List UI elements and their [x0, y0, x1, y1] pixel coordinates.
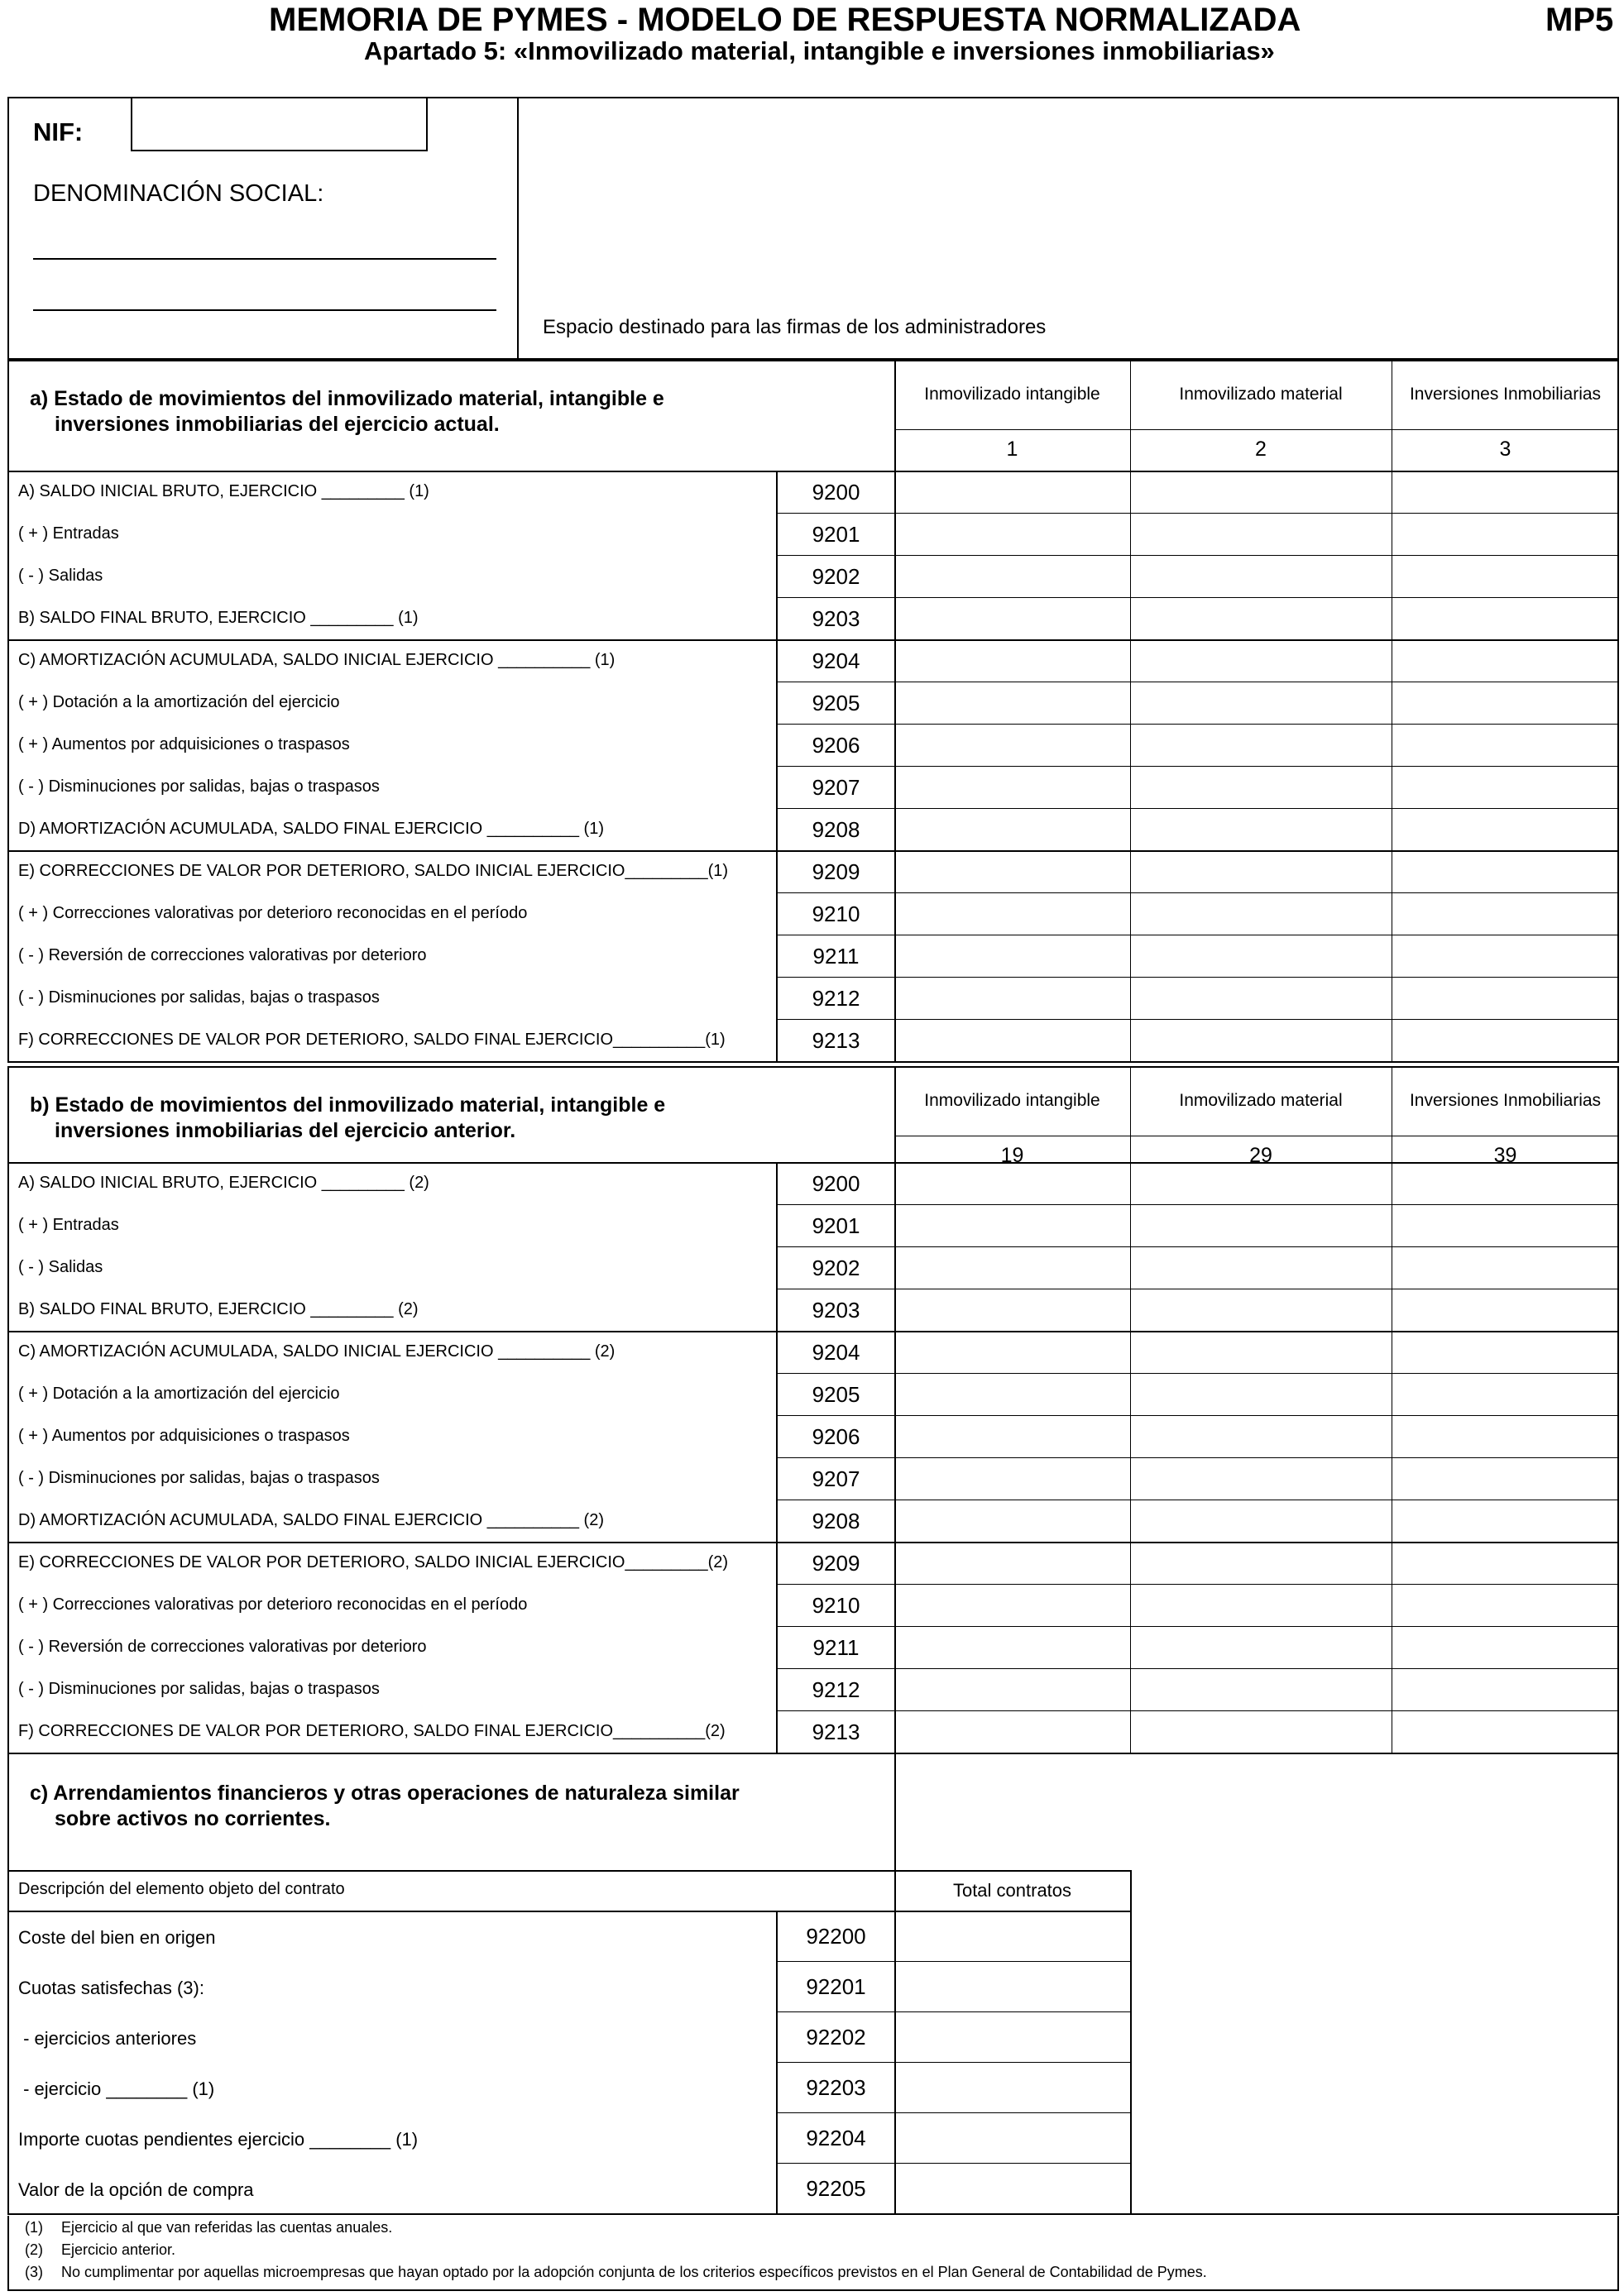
page-title: MEMORIA DE PYMES - MODELO DE RESPUESTA NORMALIZADA — [269, 2, 1301, 38]
value-cell[interactable] — [1393, 1628, 1621, 1668]
column-header: Inversiones Inmobiliarias — [1409, 385, 1602, 404]
row-label: ( + ) Dotación a la amortización del ejercicio — [18, 693, 340, 711]
row-code: 9200 — [812, 480, 860, 505]
value-cell[interactable] — [1393, 1290, 1621, 1331]
value-cell[interactable] — [1393, 852, 1621, 892]
value-cell[interactable] — [1393, 936, 1621, 977]
total-contratos-header: Total contratos — [952, 1880, 1072, 1901]
nif-label: NIF: — [33, 117, 84, 146]
column-header: Inmovilizado intangible — [924, 385, 1100, 404]
value-cell[interactable] — [1393, 810, 1621, 850]
total-contratos-cell[interactable] — [897, 2114, 1131, 2163]
footnote-number: (3) — [25, 2264, 43, 2280]
footnote-text: No cumplimentar por aquellas microempresas que hayan optado por la adopción conjunta de los criterios específicos previstos en el Plan General de Contabilidad de Pymes. — [61, 2264, 1207, 2280]
value-cell[interactable] — [1132, 852, 1393, 892]
value-cell[interactable] — [1132, 810, 1393, 850]
row-code: 9200 — [812, 1171, 860, 1196]
value-cell[interactable] — [1132, 1417, 1393, 1457]
row-label: ( - ) Reversión de correcciones valorativas por deterioro — [18, 1638, 427, 1656]
value-cell[interactable] — [1393, 1586, 1621, 1626]
value-cell[interactable] — [1132, 1248, 1393, 1289]
row-label: - ejercicio ________ (1) — [18, 2078, 215, 2099]
denominacion-line-1[interactable] — [33, 222, 496, 260]
value-cell[interactable] — [1393, 1164, 1621, 1204]
firmas-label: Espacio destinado para las firmas de los administradores — [543, 316, 1047, 338]
value-cell[interactable] — [1393, 978, 1621, 1019]
value-cell[interactable] — [1132, 725, 1393, 766]
row-code: 9213 — [812, 1720, 860, 1744]
value-cell[interactable] — [1132, 936, 1393, 977]
value-cell[interactable] — [896, 1459, 1132, 1500]
row-label: ( - ) Salidas — [18, 567, 103, 585]
column-number: 29 — [1249, 1144, 1272, 1167]
value-cell[interactable] — [1393, 1459, 1621, 1500]
value-cell[interactable] — [896, 852, 1132, 892]
row-code: 9210 — [812, 1593, 860, 1618]
value-cell[interactable] — [1132, 1290, 1393, 1331]
row-label: ( - ) Disminuciones por salidas, bajas o traspasos — [18, 1680, 380, 1698]
value-cell[interactable] — [1132, 1543, 1393, 1584]
value-cell[interactable] — [896, 1290, 1132, 1331]
column-header: Inmovilizado material — [1179, 1091, 1343, 1110]
value-cell[interactable] — [1132, 1712, 1393, 1753]
column-header: Inmovilizado intangible — [924, 1091, 1100, 1110]
value-cell[interactable] — [896, 1248, 1132, 1289]
value-cell[interactable] — [1132, 1586, 1393, 1626]
value-cell[interactable] — [896, 472, 1132, 513]
row-label: ( - ) Disminuciones por salidas, bajas o traspasos — [18, 988, 380, 1007]
row-label: ( + ) Aumentos por adquisiciones o traspasos — [18, 1427, 350, 1445]
row-code: 9207 — [812, 775, 860, 800]
value-cell[interactable] — [896, 725, 1132, 766]
value-cell[interactable] — [1393, 683, 1621, 724]
value-cell[interactable] — [896, 1501, 1132, 1542]
denominacion-label: DENOMINACIÓN SOCIAL: — [33, 180, 324, 207]
page-subtitle: Apartado 5: «Inmovilizado material, intangible e inversiones inmobiliarias» — [364, 36, 1275, 65]
value-cell[interactable] — [1393, 557, 1621, 597]
row-label: E) CORRECCIONES DE VALOR POR DETERIORO, SALDO INICIAL EJERCICIO_________(2) — [18, 1553, 729, 1571]
value-cell[interactable] — [896, 978, 1132, 1019]
row-label: Importe cuotas pendientes ejercicio ________ (1) — [18, 2129, 419, 2150]
section-a-title: a) Estado de movimientos del inmovilizado material, intangible e inversiones inmobiliarias del ejercicio actual. — [30, 387, 664, 436]
value-cell[interactable] — [1393, 514, 1621, 555]
row-label: B) SALDO FINAL BRUTO, EJERCICIO _________ (2) — [18, 1300, 419, 1318]
value-cell[interactable] — [1393, 641, 1621, 682]
denominacion-line-2[interactable] — [33, 273, 496, 311]
column-number: 39 — [1493, 1144, 1517, 1167]
column-number: 1 — [1006, 438, 1018, 461]
row-label: ( - ) Disminuciones por salidas, bajas o traspasos — [18, 1469, 380, 1487]
value-cell[interactable] — [1132, 514, 1393, 555]
row-label: F) CORRECCIONES DE VALOR POR DETERIORO, SALDO FINAL EJERCICIO__________(2) — [18, 1722, 726, 1740]
value-cell[interactable] — [896, 1417, 1132, 1457]
value-cell[interactable] — [896, 514, 1132, 555]
value-cell[interactable] — [896, 810, 1132, 850]
value-cell[interactable] — [896, 557, 1132, 597]
row-code: 9211 — [812, 1635, 860, 1660]
row-code: 9209 — [812, 859, 860, 884]
value-cell[interactable] — [896, 641, 1132, 682]
row-label: ( + ) Entradas — [18, 524, 119, 543]
value-cell[interactable] — [1393, 1417, 1621, 1457]
value-cell[interactable] — [896, 599, 1132, 639]
desc-header: Descripción del elemento objeto del contrato — [18, 1880, 345, 1898]
row-code: 9205 — [812, 1382, 860, 1407]
row-label: ( - ) Reversión de correcciones valorativas por deterioro — [18, 946, 427, 964]
value-cell[interactable] — [1132, 768, 1393, 808]
row-label: ( - ) Salidas — [18, 1258, 103, 1276]
row-code: 9211 — [812, 944, 860, 969]
value-cell[interactable] — [1393, 725, 1621, 766]
value-cell[interactable] — [1132, 978, 1393, 1019]
total-contratos-cell[interactable] — [897, 2013, 1131, 2062]
value-cell[interactable] — [1132, 1332, 1393, 1373]
value-cell[interactable] — [896, 1206, 1132, 1246]
value-cell[interactable] — [1393, 472, 1621, 513]
value-cell[interactable] — [896, 894, 1132, 935]
value-cell[interactable] — [1393, 1543, 1621, 1584]
row-label: ( + ) Correcciones valorativas por deterioro reconocidas en el período — [18, 1595, 528, 1614]
value-cell[interactable] — [896, 936, 1132, 977]
value-cell[interactable] — [1393, 1375, 1621, 1415]
nif-input[interactable] — [131, 97, 428, 151]
row-code: 9212 — [812, 986, 860, 1011]
value-cell[interactable] — [896, 1712, 1132, 1753]
row-code: 9201 — [812, 522, 860, 547]
row-label: ( + ) Dotación a la amortización del ejercicio — [18, 1385, 340, 1403]
row-label: ( - ) Disminuciones por salidas, bajas o traspasos — [18, 777, 380, 796]
row-label: Cuotas satisfechas (3): — [18, 1978, 204, 1998]
row-label: ( + ) Entradas — [18, 1216, 119, 1234]
row-label: C) AMORTIZACIÓN ACUMULADA, SALDO INICIAL EJERCICIO __________ (1) — [18, 651, 616, 669]
footnote-text: Ejercicio al que van referidas las cuentas anuales. — [61, 2219, 393, 2236]
row-code: 9209 — [812, 1551, 860, 1576]
value-cell[interactable] — [896, 1586, 1132, 1626]
row-code: 9203 — [812, 1298, 860, 1323]
row-label: Valor de la opción de compra — [18, 2179, 254, 2200]
row-code: 9210 — [812, 902, 860, 926]
value-cell[interactable] — [1393, 1670, 1621, 1710]
row-label: - ejercicios anteriores — [18, 2028, 197, 2049]
row-label: D) AMORTIZACIÓN ACUMULADA, SALDO FINAL EJERCICIO __________ (2) — [18, 1511, 604, 1529]
row-label: B) SALDO FINAL BRUTO, EJERCICIO _________ (1) — [18, 609, 419, 627]
value-cell[interactable] — [1132, 1164, 1393, 1204]
total-contratos-cell[interactable] — [897, 1912, 1131, 1961]
value-cell[interactable] — [1393, 1712, 1621, 1753]
value-cell[interactable] — [1393, 1206, 1621, 1246]
row-label: E) CORRECCIONES DE VALOR POR DETERIORO, SALDO INICIAL EJERCICIO_________(1) — [18, 862, 729, 880]
value-cell[interactable] — [1132, 1501, 1393, 1542]
value-cell[interactable] — [1132, 557, 1393, 597]
value-cell[interactable] — [896, 1628, 1132, 1668]
value-cell[interactable] — [1132, 1459, 1393, 1500]
total-contratos-cell[interactable] — [897, 2164, 1131, 2213]
row-code: 92200 — [806, 1924, 866, 1949]
value-cell[interactable] — [896, 683, 1132, 724]
value-cell[interactable] — [1393, 1248, 1621, 1289]
row-label: A) SALDO INICIAL BRUTO, EJERCICIO _________ (2) — [18, 1174, 429, 1192]
row-code: 9208 — [812, 817, 860, 842]
value-cell[interactable] — [1132, 599, 1393, 639]
value-cell[interactable] — [1393, 1332, 1621, 1373]
value-cell[interactable] — [896, 1543, 1132, 1584]
value-cell[interactable] — [1132, 1670, 1393, 1710]
value-cell[interactable] — [896, 1021, 1132, 1061]
value-cell[interactable] — [1132, 894, 1393, 935]
value-cell[interactable] — [1132, 1206, 1393, 1246]
row-code: 9208 — [812, 1509, 860, 1533]
row-code: 9205 — [812, 691, 860, 715]
value-cell[interactable] — [896, 1670, 1132, 1710]
row-code: 92201 — [806, 1974, 866, 1999]
value-cell[interactable] — [1132, 641, 1393, 682]
column-header: Inversiones Inmobiliarias — [1409, 1091, 1602, 1110]
row-code: 9204 — [812, 1340, 860, 1365]
column-number: 3 — [1499, 438, 1511, 461]
value-cell[interactable] — [1132, 683, 1393, 724]
row-code: 92203 — [806, 2075, 866, 2100]
form-code: MP5 — [1545, 2, 1614, 38]
section-b-title: b) Estado de movimientos del inmovilizado material, intangible e inversiones inmobiliarias del ejercicio anterior. — [30, 1093, 666, 1142]
row-label: D) AMORTIZACIÓN ACUMULADA, SALDO FINAL EJERCICIO __________ (1) — [18, 820, 604, 838]
value-cell[interactable] — [1393, 599, 1621, 639]
row-code: 9202 — [812, 1256, 860, 1280]
section-c-title: c) Arrendamientos financieros y otras operaciones de naturaleza similar sobre activos no corrientes. — [30, 1782, 740, 1830]
row-code: 92205 — [806, 2176, 866, 2201]
row-label: ( + ) Correcciones valorativas por deterioro reconocidas en el período — [18, 904, 528, 922]
row-label: F) CORRECCIONES DE VALOR POR DETERIORO, SALDO FINAL EJERCICIO__________(1) — [18, 1031, 726, 1049]
value-cell[interactable] — [896, 768, 1132, 808]
row-label: Coste del bien en origen — [18, 1927, 216, 1948]
value-cell[interactable] — [896, 1164, 1132, 1204]
value-cell[interactable] — [1393, 1021, 1621, 1061]
row-code: 92204 — [806, 2126, 866, 2150]
value-cell[interactable] — [1132, 472, 1393, 513]
column-number: 2 — [1255, 438, 1267, 461]
row-code: 9213 — [812, 1028, 860, 1053]
row-label: ( + ) Aumentos por adquisiciones o traspasos — [18, 735, 350, 753]
row-label: C) AMORTIZACIÓN ACUMULADA, SALDO INICIAL EJERCICIO __________ (2) — [18, 1342, 616, 1361]
row-code: 9201 — [812, 1213, 860, 1238]
value-cell[interactable] — [896, 1332, 1132, 1373]
value-cell[interactable] — [896, 1375, 1132, 1415]
footnote-number: (2) — [25, 2241, 43, 2258]
row-code: 9212 — [812, 1677, 860, 1702]
value-cell[interactable] — [1393, 894, 1621, 935]
column-number: 19 — [1000, 1144, 1024, 1167]
value-cell[interactable] — [1393, 1501, 1621, 1542]
total-contratos-cell[interactable] — [897, 2064, 1131, 2112]
row-code: 9204 — [812, 648, 860, 673]
row-code: 9207 — [812, 1466, 860, 1491]
value-cell[interactable] — [1132, 1375, 1393, 1415]
row-code: 9203 — [812, 606, 860, 631]
row-label: A) SALDO INICIAL BRUTO, EJERCICIO _________ (1) — [18, 482, 429, 500]
footnote-number: (1) — [25, 2219, 43, 2236]
column-header: Inmovilizado material — [1179, 385, 1343, 404]
row-code: 9206 — [812, 733, 860, 758]
row-code: 9202 — [812, 564, 860, 589]
footnote-text: Ejercicio anterior. — [61, 2241, 176, 2258]
total-contratos-cell[interactable] — [897, 1963, 1131, 2011]
value-cell[interactable] — [1132, 1628, 1393, 1668]
value-cell[interactable] — [1393, 768, 1621, 808]
row-code: 9206 — [812, 1424, 860, 1449]
value-cell[interactable] — [1132, 1021, 1393, 1061]
row-code: 92202 — [806, 2025, 866, 2050]
